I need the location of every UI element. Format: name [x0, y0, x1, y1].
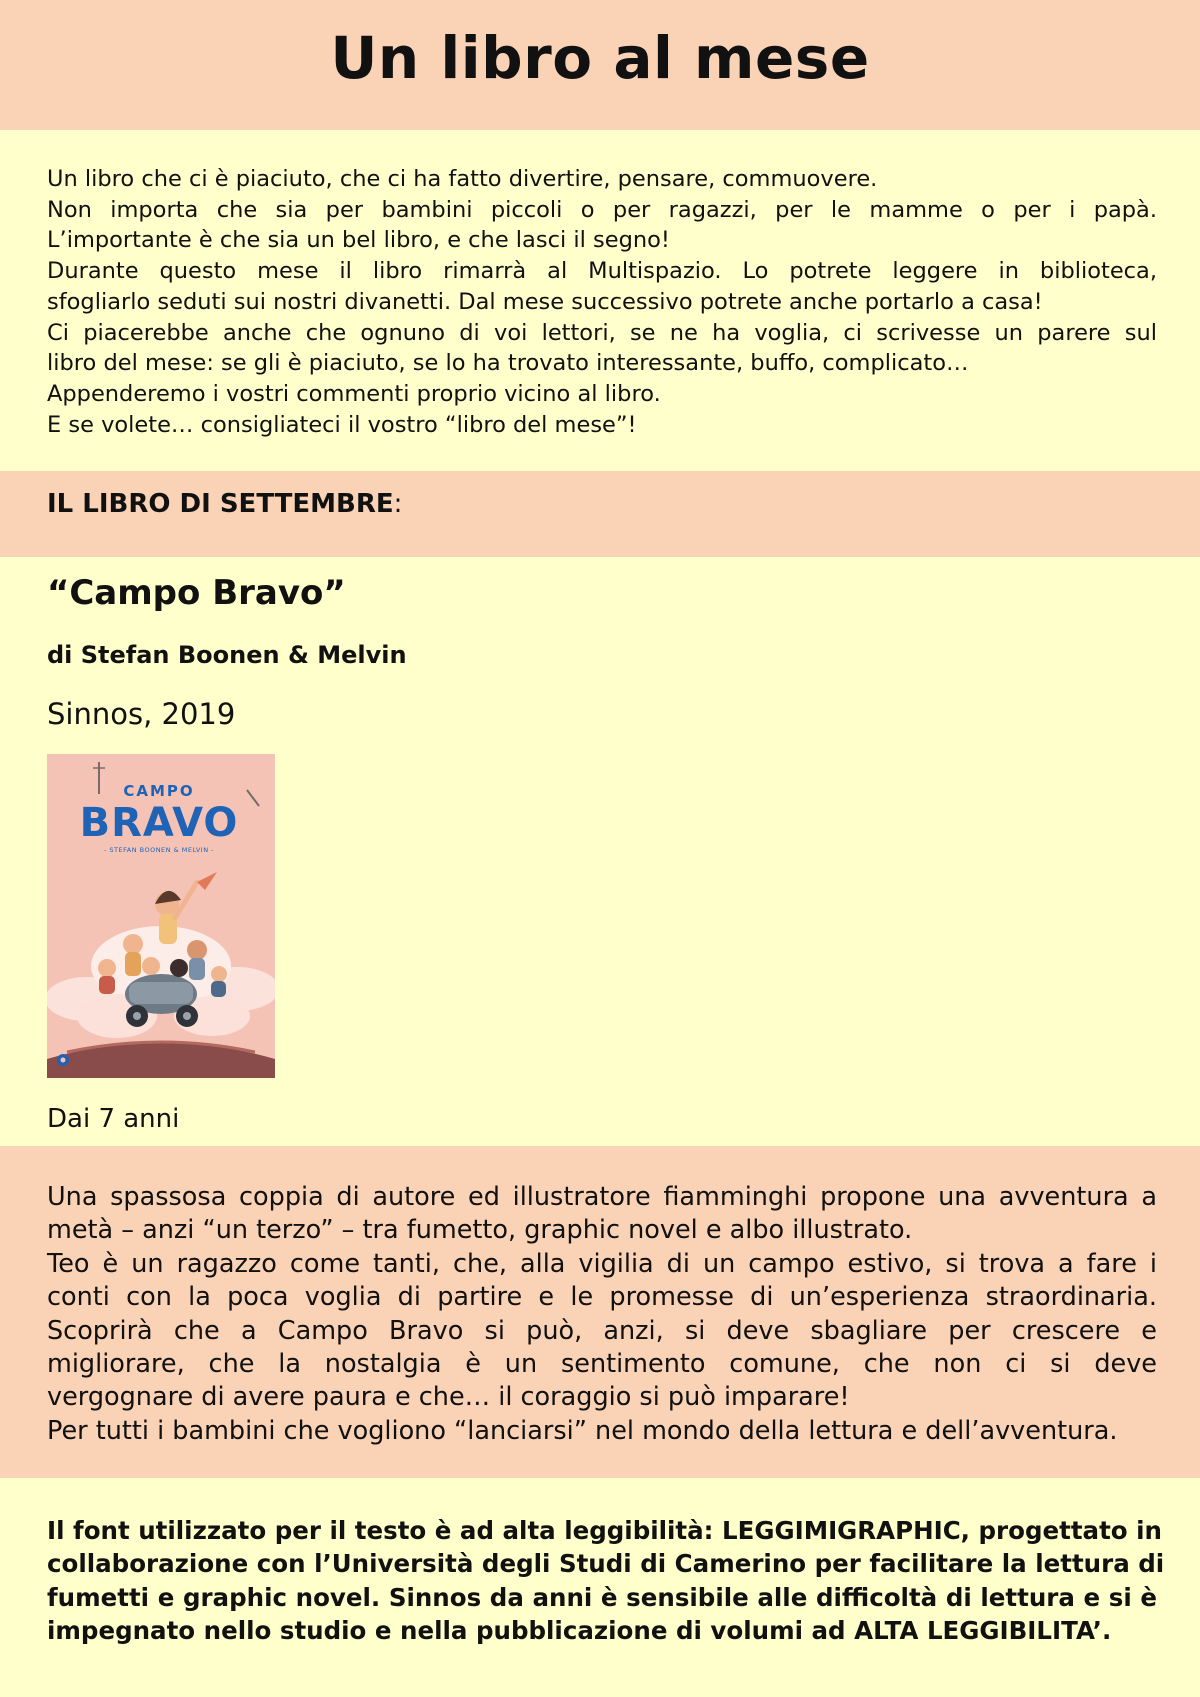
review-line: Teo è un ragazzo come tanti, che, alla vigilia di un campo estivo, si trova a fare i: [47, 1248, 1157, 1279]
intro-line: Un libro che ci è piaciuto, che ci ha fatto divertire, pensare, commuovere.: [47, 166, 878, 192]
review-line: Per tutti i bambini che vogliono “lanciarsi” nel mondo della lettura e dell’avventura.: [47, 1415, 1118, 1446]
intro-line: L’importante è che sia un bel libro, e che lasci il segno!: [47, 227, 670, 254]
review-line: conti con la poca voglia di partire e le promesse di un’esperienza straordinaria.: [47, 1282, 1157, 1313]
intro-paragraph: [47, 164, 1157, 440]
font-note-line: impegnato nello studio e nella pubblicazione di volumi ad ALTA LEGGIBILITA’.: [47, 1616, 1112, 1646]
font-note-paragraph: [47, 1514, 1165, 1648]
font-note-line: fumetti e graphic novel. Sinnos da anni è sensibile alle difficoltà di lettura e si è: [47, 1582, 1157, 1612]
review-paragraph: [47, 1181, 1157, 1448]
cover-title-small: CAMPO: [123, 782, 195, 800]
review-line: migliorare, che la nostalgia è un sentimento comune, che non ci si deve: [47, 1349, 1157, 1380]
review-line: vergognare di avere paura e che… il coraggio si può imparare!: [47, 1382, 850, 1413]
page-title: Un libro al mese: [330, 24, 870, 92]
intro-line: sfogliarlo seduti sui nostri divanetti. Dal mese successivo potrete anche portarlo a casa!: [47, 288, 1043, 315]
review-line: metà – anzi “un terzo” – tra fumetto, graphic novel e albo illustrato.: [47, 1215, 913, 1246]
book-cover-image: [47, 754, 275, 1078]
font-note-line: collaborazione con l’Università degli Studi di Camerino per facilitare la lettura di: [47, 1549, 1165, 1579]
month-heading-text: IL LIBRO DI SETTEMBRE: [47, 489, 394, 519]
month-heading: [47, 484, 402, 524]
month-heading-colon: :: [393, 489, 403, 519]
review-line: Una spassosa coppia di autore ed illustratore fiamminghi propone una avventura a: [47, 1182, 1157, 1212]
cover-authors: - STEFAN BOONEN & MELVIN -: [103, 846, 215, 854]
intro-line: Appenderemo i vostri commenti proprio vicino al libro.: [47, 380, 661, 407]
book-author: di Stefan Boonen & Melvin: [47, 641, 407, 669]
intro-line: Ci piacerebbe anche che ognuno di voi lettori, se ne ha voglia, ci scrivesse un parere sul: [47, 319, 1157, 346]
cover-title-big: BRAVO: [79, 800, 239, 846]
book-age: Dai 7 anni: [47, 1104, 180, 1134]
intro-line: Non importa che sia per bambini piccoli o per ragazzi, per le mamme o per i papà.: [47, 196, 1157, 223]
book-publisher: Sinnos, 2019: [47, 697, 236, 731]
intro-line: libro del mese: se gli è piaciuto, se lo ha trovato interessante, buffo, complicato…: [47, 350, 969, 377]
book-title: “Campo Bravo”: [47, 573, 346, 613]
font-note-line: Il font utilizzato per il testo è ad alta leggibilità: LEGGIMIGRAPHIC, progettato in: [47, 1516, 1162, 1545]
review-line: Scoprirà che a Campo Bravo si può, anzi, si deve sbagliare per crescere e: [47, 1315, 1157, 1346]
intro-line: Durante questo mese il libro rimarrà al Multispazio. Lo potrete leggere in biblioteca,: [47, 258, 1157, 285]
book-cover-illustration: [47, 754, 275, 1078]
intro-line: E se volete… consigliateci il vostro “libro del mese”!: [47, 411, 637, 438]
